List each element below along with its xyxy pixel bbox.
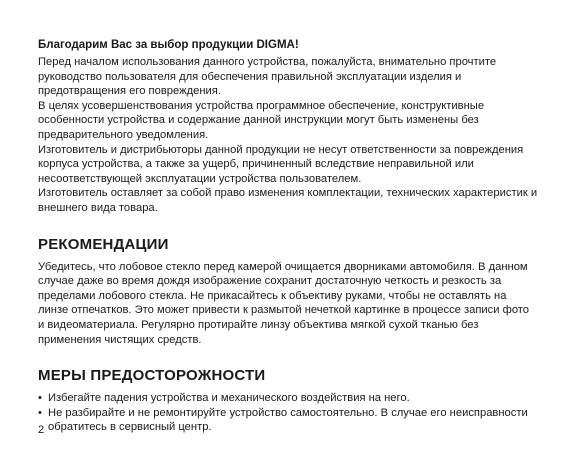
precaution-item-text: Не разбирайте и не ремонтируйте устройство самостоятельно. В случае его неисправности обратитесь в сервисный центр. <box>48 406 528 434</box>
intro-paragraph-1: Перед началом использования данного устройства, пожалуйста, внимательно прочтите руководство пользователя для обеспечения правильной эксплуатации изделия и предотвращения его повреждения. <box>38 56 497 98</box>
recommendations-text: Убедитесь, что лобовое стекло перед камерой очищается дворниками автомобиля. В данном случае даже во время дождя изображение сохранит достаточную четкость и резкость за пределами лобового стекла. Не прикасайтесь к объективу руками, чтобы не оставлять на линзе отпечатков. Это может привести к размытой нечеткой картинке в процессе записи фото и видеоматериала. Регулярно протирайте линзу объектива мягкой сухой тканью без применения чистящих средств. <box>38 260 530 346</box>
page-number: 2 <box>38 424 45 436</box>
intro-title: Благодарим Вас за выбор продукции DIGMA! <box>38 39 299 51</box>
recommendations-heading: РЕКОМЕНДАЦИИ <box>38 235 169 253</box>
precaution-item <box>38 391 538 406</box>
intro-paragraph-4: Изготовитель оставляет за собой право изменения комплектации, технических характеристик и внешнего вида товара. <box>38 187 538 214</box>
precautions-heading: МЕРЫ ПРЕДОСТОРОЖНОСТИ <box>38 367 266 385</box>
intro-paragraph-2: В целях усовершенствования устройства программное обеспечение, конструктивные особенности устройства и содержание данной инструкции могут быть изменены без предварительного уведомления. <box>38 99 485 141</box>
intro-paragraph-3: Изготовитель и дистрибьюторы данной продукции не несут ответственности за повреждения корпуса устройства, а также за ущерб, причиненный вследствие неправильной или несоответствующей эксплуатации устройства пользователем. <box>38 143 524 185</box>
precautions-list <box>38 391 538 435</box>
bullet-icon: • <box>38 406 42 419</box>
precaution-item <box>38 406 538 435</box>
precaution-item-text: Избегайте падения устройства и механического воздействия на него. <box>48 392 410 405</box>
document-page <box>38 38 538 435</box>
bullet-icon: • <box>38 392 42 405</box>
